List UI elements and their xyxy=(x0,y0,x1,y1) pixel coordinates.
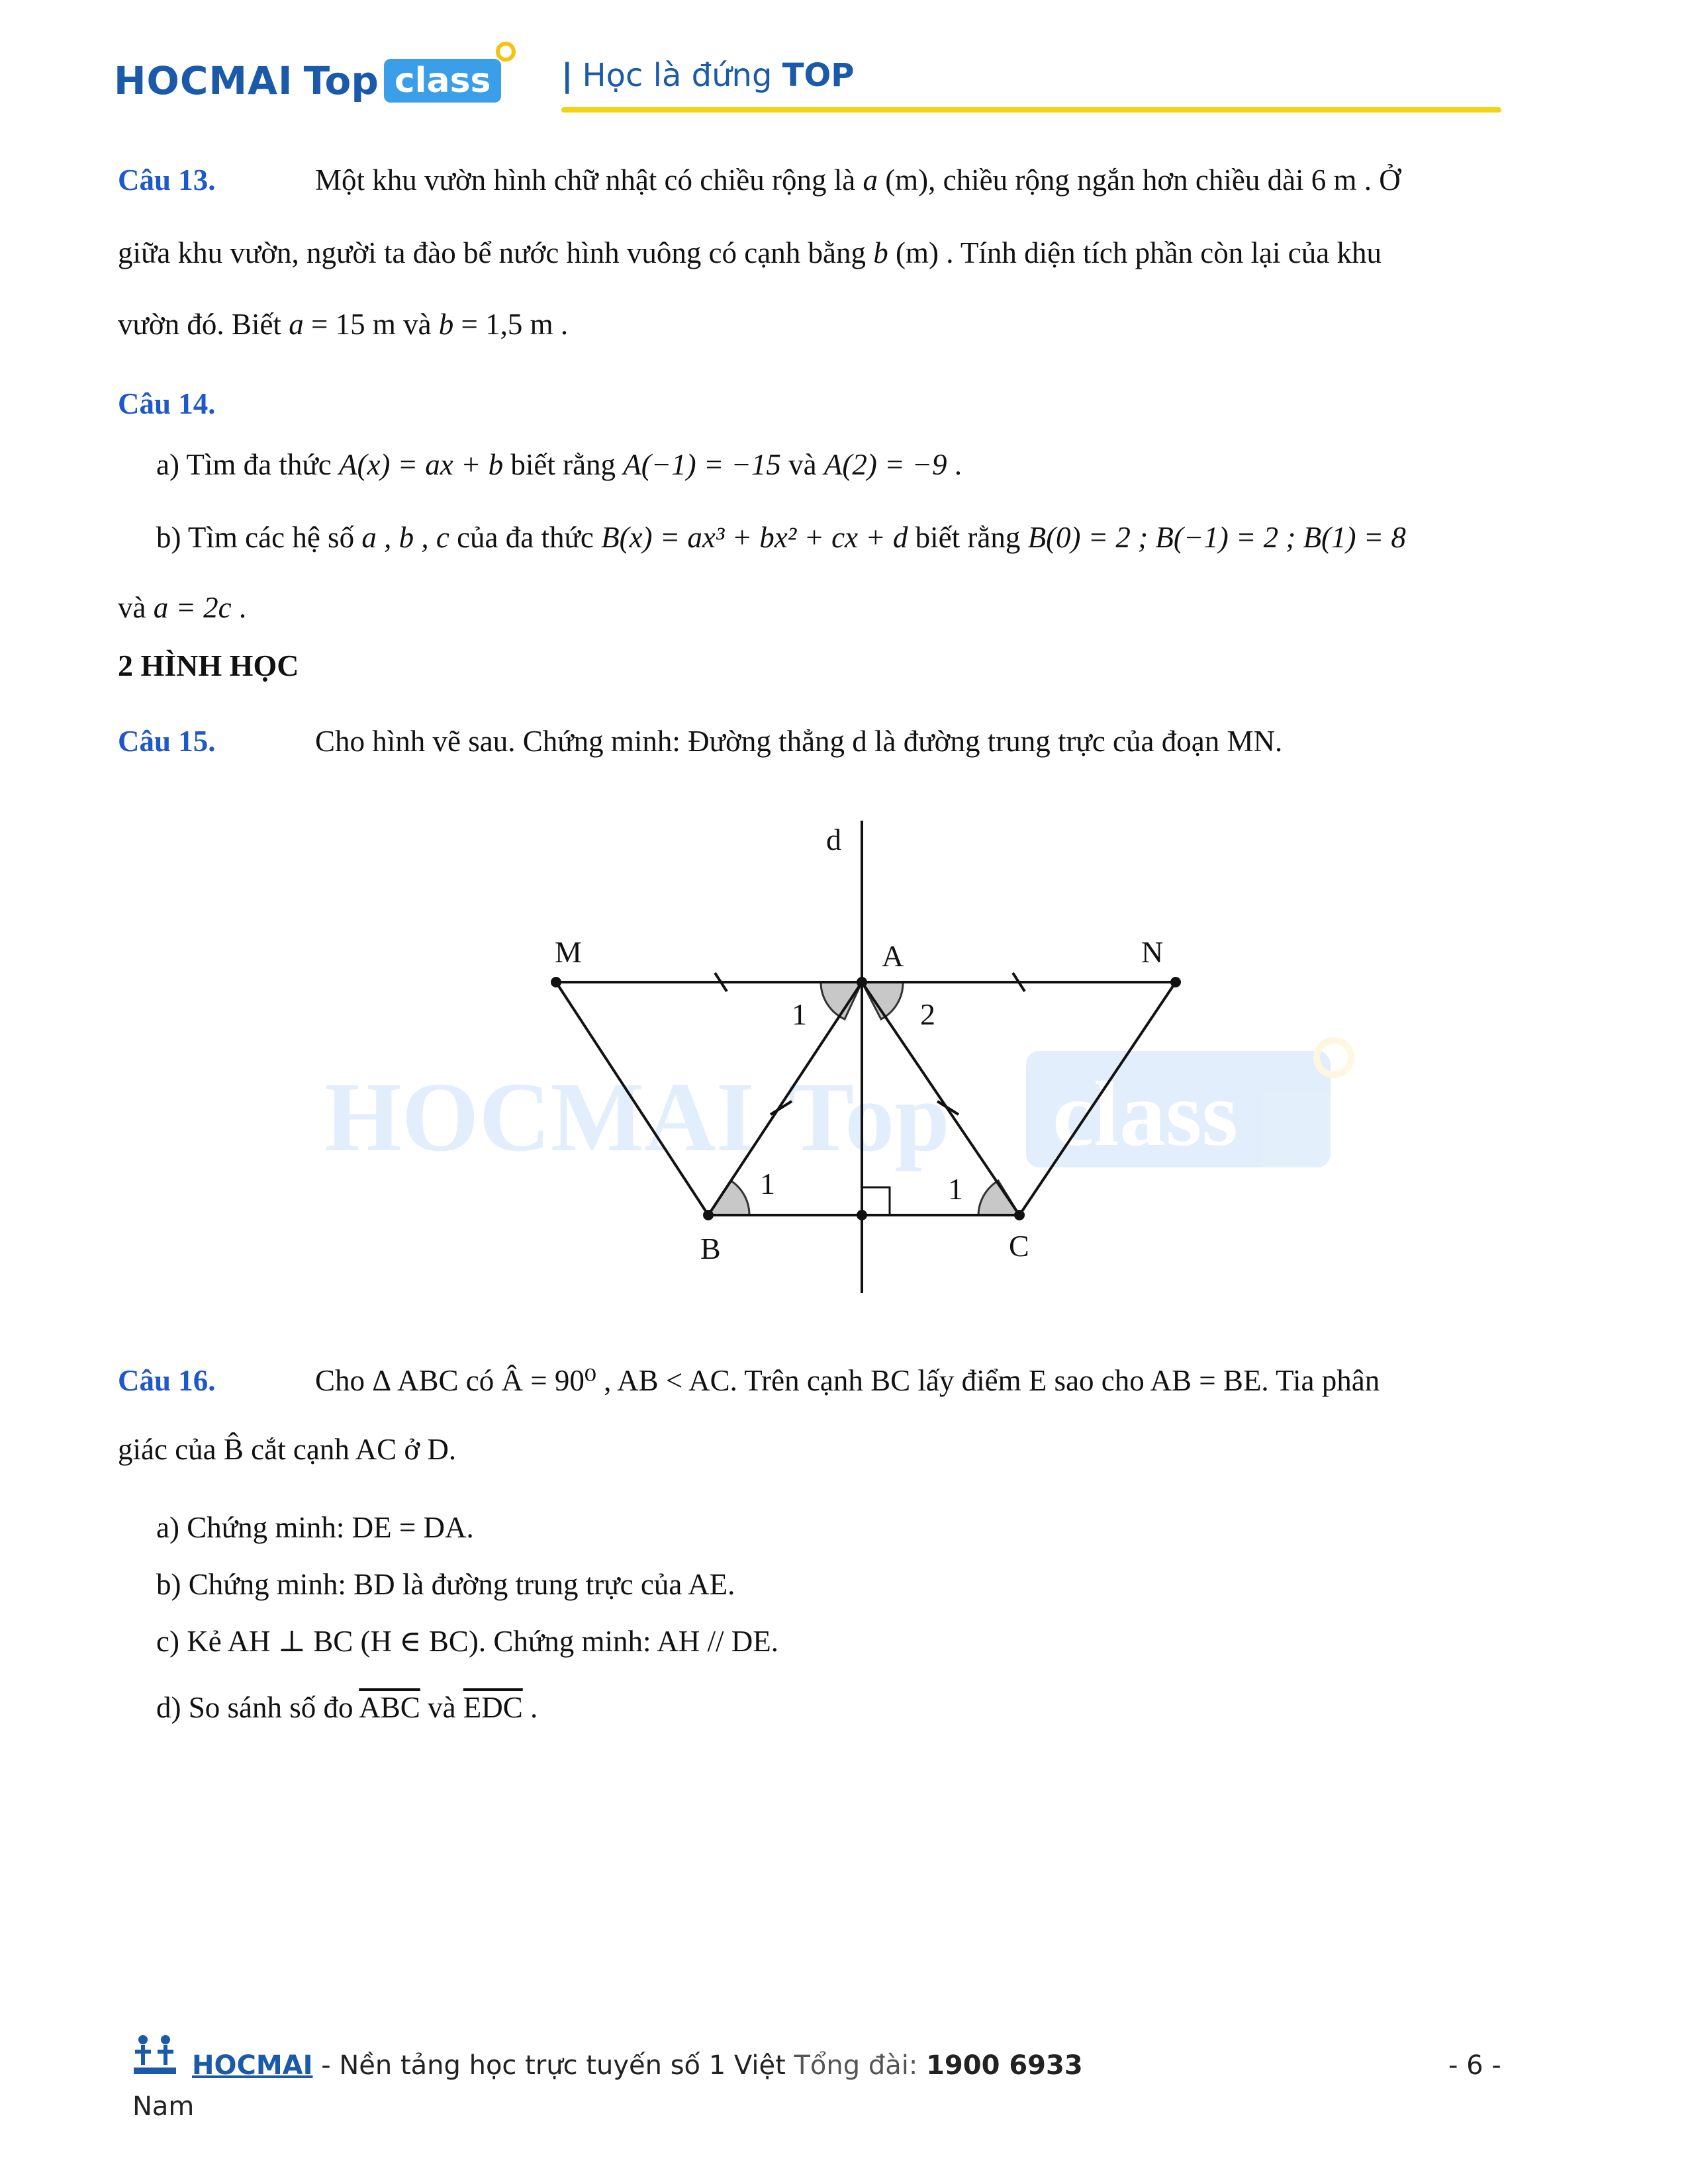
label-A: A xyxy=(882,939,904,973)
q13-l3c: = 15 m và xyxy=(303,308,439,341)
point-H xyxy=(857,1210,867,1220)
footer-brand-link[interactable]: HOCMAI xyxy=(192,2050,313,2081)
q16-l1a: Cho Δ ABC có xyxy=(315,1364,502,1397)
q16-line2 xyxy=(118,1430,456,1469)
q13-l3d: b xyxy=(438,308,454,341)
watermark-hocmai: HOCMAI xyxy=(324,1062,755,1172)
q16-l2c: cắt cạnh AC ở D. xyxy=(243,1433,457,1466)
slogan-bar: | xyxy=(561,57,573,94)
q14-c2: a = 2c xyxy=(153,591,232,624)
q16-d2: $\overline{ABC}$ xyxy=(359,1691,420,1724)
q14-a3: biết rằng xyxy=(503,448,624,481)
q16-b: b) Chứng minh: BD là đường trung trực của AE. xyxy=(156,1568,735,1601)
q13-l1b: a xyxy=(863,163,878,197)
q15-label: Câu 15. xyxy=(118,725,216,758)
q14-a5: và xyxy=(780,448,824,481)
q14-b4: B(x) = ax³ + bx² + cx + d xyxy=(601,521,908,554)
q16-d5: . xyxy=(522,1691,538,1724)
watermark-top: Top xyxy=(788,1062,950,1172)
q14-b2: a , b , c xyxy=(361,521,449,554)
point-N xyxy=(1170,977,1181,987)
q14-b5: biết rằng xyxy=(908,521,1028,554)
label-angle-A2: 2 xyxy=(920,997,935,1031)
q14-b1: b) Tìm các hệ số xyxy=(156,521,362,554)
label-C: C xyxy=(1009,1229,1029,1263)
footer-hotline-label: Tổng đài: xyxy=(794,2050,927,2081)
footer-tagline: - Nền tảng học trực tuyến số 1 Việt xyxy=(312,2050,794,2081)
q13-l3e: = 1,5 m . xyxy=(453,308,569,341)
footer-line2: Nam xyxy=(132,2091,195,2122)
hocmai-footer-logo-icon xyxy=(131,2032,179,2078)
q14-b6: B(0) = 2 ; B(−1) = 2 ; B(1) = 8 xyxy=(1027,521,1406,554)
point-A xyxy=(857,977,867,987)
label-N: N xyxy=(1141,935,1164,969)
point-M xyxy=(551,977,561,987)
q16-d1: d) So sánh số đo xyxy=(156,1691,359,1724)
q13-l3a: vườn đó. Biết xyxy=(118,308,289,341)
q13-l1a: Một khu vườn hình chữ nhật có chiều rộng là xyxy=(315,163,863,197)
slogan-top: TOP xyxy=(782,57,855,94)
point-B xyxy=(703,1210,714,1220)
q13-label: Câu 13. xyxy=(118,163,216,197)
page-number: - 6 - xyxy=(1448,2050,1501,2081)
q13-l2a: giữa khu vườn, người ta đào bể nước hình vuông có cạnh bằng xyxy=(118,236,874,269)
watermark-class: class xyxy=(1053,1063,1238,1165)
q14-a7: . xyxy=(947,448,962,481)
q16-l2a: giác của xyxy=(118,1433,224,1466)
right-angle-mark xyxy=(862,1187,890,1215)
q14-c1: và xyxy=(118,591,154,624)
section-geometry-title: 2 HÌNH HỌC xyxy=(118,649,299,682)
q16-l1c: , AB < AC. Trên cạnh BC lấy điểm E sao cho AB = BE. Tia phân xyxy=(596,1364,1380,1397)
q14-a6: A(2) = −9 xyxy=(823,448,947,481)
label-angle-A1: 1 xyxy=(792,997,807,1031)
q16-d3: và xyxy=(420,1691,463,1724)
logo-top-text: Top xyxy=(303,58,379,103)
q16-d xyxy=(156,1688,538,1727)
q16-d4: $\overline{EDC}$ xyxy=(463,1691,523,1724)
q16-label: Câu 16. xyxy=(118,1364,216,1397)
point-C xyxy=(1014,1210,1025,1220)
q16-a: a) Chứng minh: DE = DA. xyxy=(156,1511,474,1544)
footer-text xyxy=(192,2050,1083,2081)
q16-l2b: B̂ xyxy=(223,1433,244,1466)
q16-c: c) Kẻ AH ⊥ BC (H ∈ BC). Chứng minh: AH // DE. xyxy=(156,1625,779,1658)
watermark xyxy=(324,1040,1351,1172)
q14-a2: A(x) = ax + b xyxy=(338,448,504,481)
q14-a1: a) Tìm đa thức xyxy=(156,448,339,481)
q14-c3: . xyxy=(231,591,247,624)
q13-l2b: b xyxy=(873,236,888,269)
label-M: M xyxy=(555,935,582,969)
q14-b3: của đa thức xyxy=(449,521,602,554)
q14-a4: A(−1) = −15 xyxy=(623,448,781,481)
q13-l1c: (m), chiều rộng ngắn hơn chiều dài 6 m . Ở xyxy=(877,163,1401,197)
label-angle-C1: 1 xyxy=(948,1172,963,1206)
label-angle-B1: 1 xyxy=(760,1167,775,1201)
q13-l3b: a xyxy=(289,308,304,341)
footer-hotline: 1900 6933 xyxy=(926,2050,1083,2081)
q15-text: Cho hình vẽ sau. Chứng minh: Đường thẳng d là đường trung trực của đoạn MN. xyxy=(315,725,1283,758)
q14-label: Câu 14. xyxy=(118,387,216,420)
q16-l1b: Â = 90⁰ xyxy=(501,1364,596,1397)
label-B: B xyxy=(700,1232,721,1265)
logo-hocmai-text: HOCMAI xyxy=(114,58,293,103)
logo-class-text: class xyxy=(394,61,491,101)
q13-l2c: (m) . Tính diện tích phần còn lại của khu xyxy=(888,236,1382,269)
slogan-text: Học là đứng xyxy=(582,57,773,94)
q16-line1 xyxy=(315,1361,1380,1400)
label-d: d xyxy=(826,823,841,856)
